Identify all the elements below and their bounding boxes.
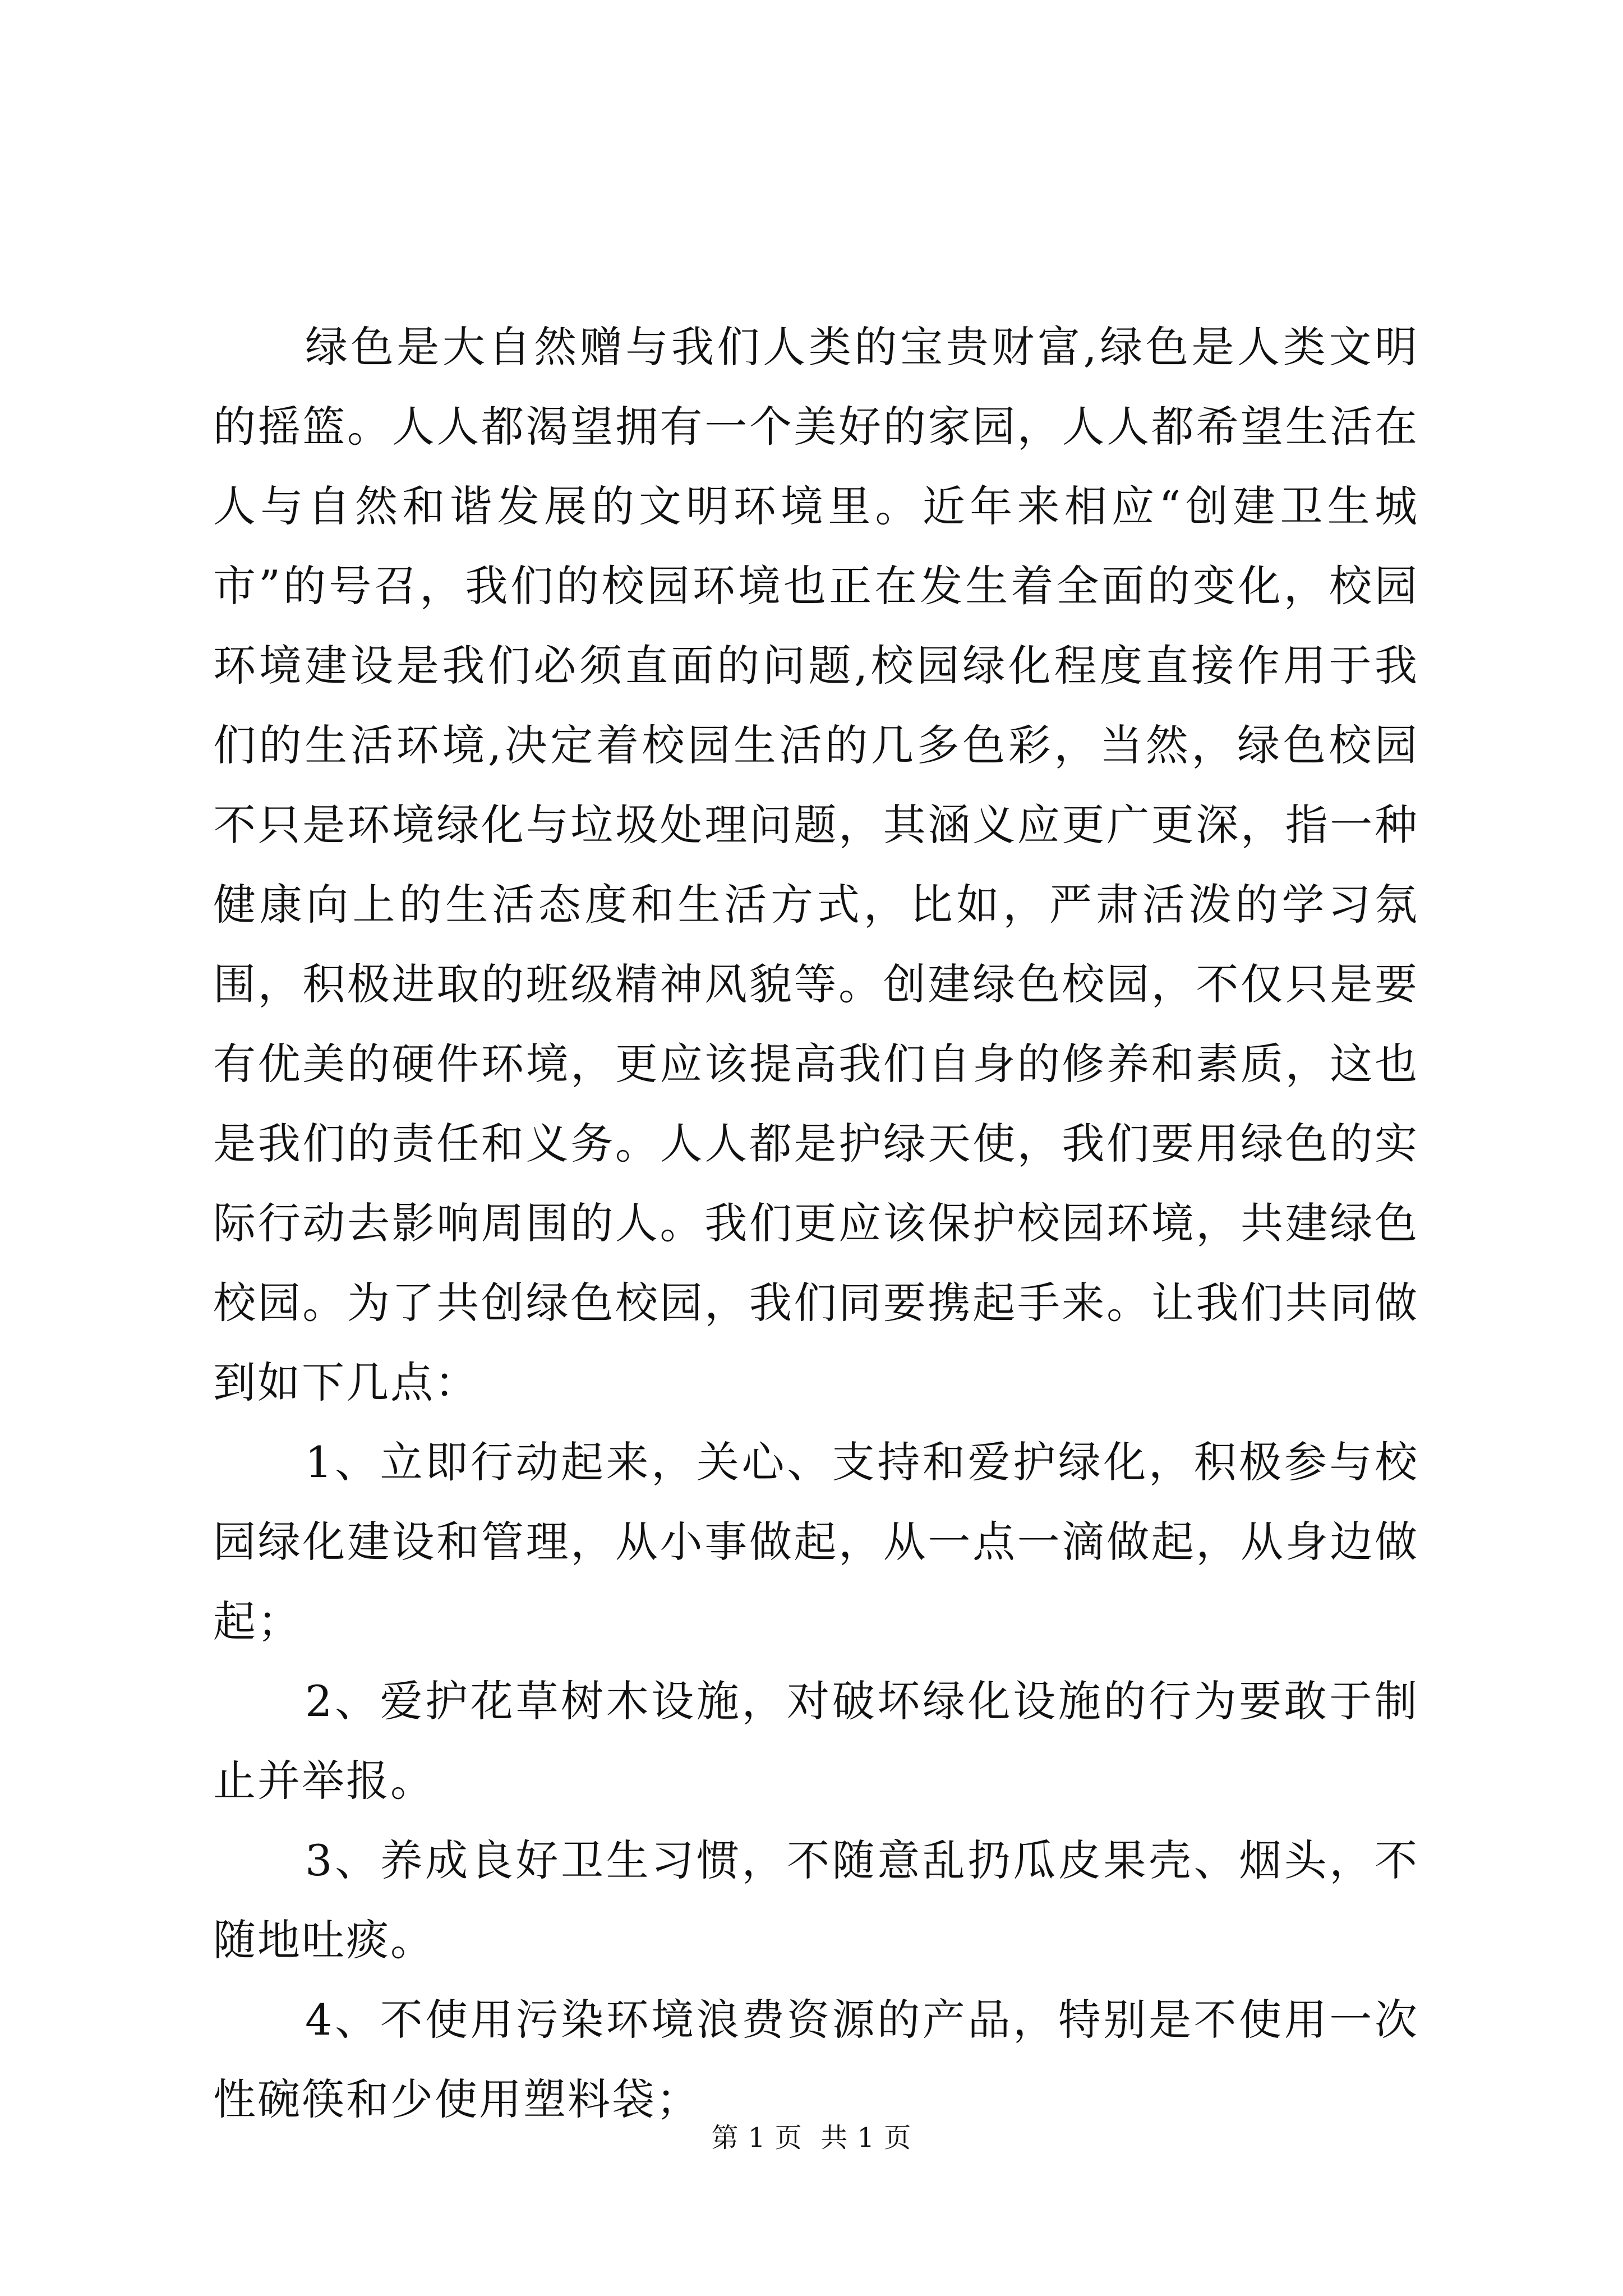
page-number-label: 第 1 页 共 1 页	[711, 2122, 912, 2154]
intro-paragraph: 绿色是大自然赠与我们人类的宝贵财富,绿色是人类文明的摇篮。人人都渴望拥有一个美好的家园，人人都希望生活在人与自然和谐发展的文明环境里。近年来相应“创建卫生城市”的号召，我们的校园环境也正在发生着全面的变化，校园环境建设是我们必须直面的问题,校园绿化程度直接作用于我们的生活环境,决定着校园生活的几多色彩，当然，绿色校园不只是环境绿化与垃圾处理问题，其涵义应更广更深，指一种健康向上的生活态度和生活方式，比如，严肃活泼的学习氛围，积极进取的班级精神风貌等。创建绿色校园，不仅只是要有优美的硬件环境，更应该提高我们自身的修养和素质，这也是我们的责任和义务。人人都是护绿天使，我们要用绿色的实际行动去影响周围的人。我们更应该保护校园环境，共建绿色校园。为了共创绿色校园，我们同要携起手来。让我们共同做到如下几点：	[213, 322, 1419, 1407]
list-item-2: 2、爱护花草树木设施，对破坏绿化设施的行为要敢于制止并举报。	[213, 1676, 1419, 1806]
list-item-1: 1、立即行动起来，关心、支持和爱护绿化，积极参与校园绿化建设和管理，从小事做起，从一点一滴做起，从身边做起；	[213, 1437, 1419, 1646]
page-footer	[0, 2121, 1623, 2155]
list-item-4: 4、不使用污染环境浪费资源的产品，特别是不使用一次性碗筷和少使用塑料袋；	[213, 1995, 1419, 2124]
list-item-3: 3、养成良好卫生习惯，不随意乱扔瓜皮果壳、烟头，不随地吐痰。	[213, 1835, 1419, 1965]
document-body	[213, 307, 1419, 2139]
